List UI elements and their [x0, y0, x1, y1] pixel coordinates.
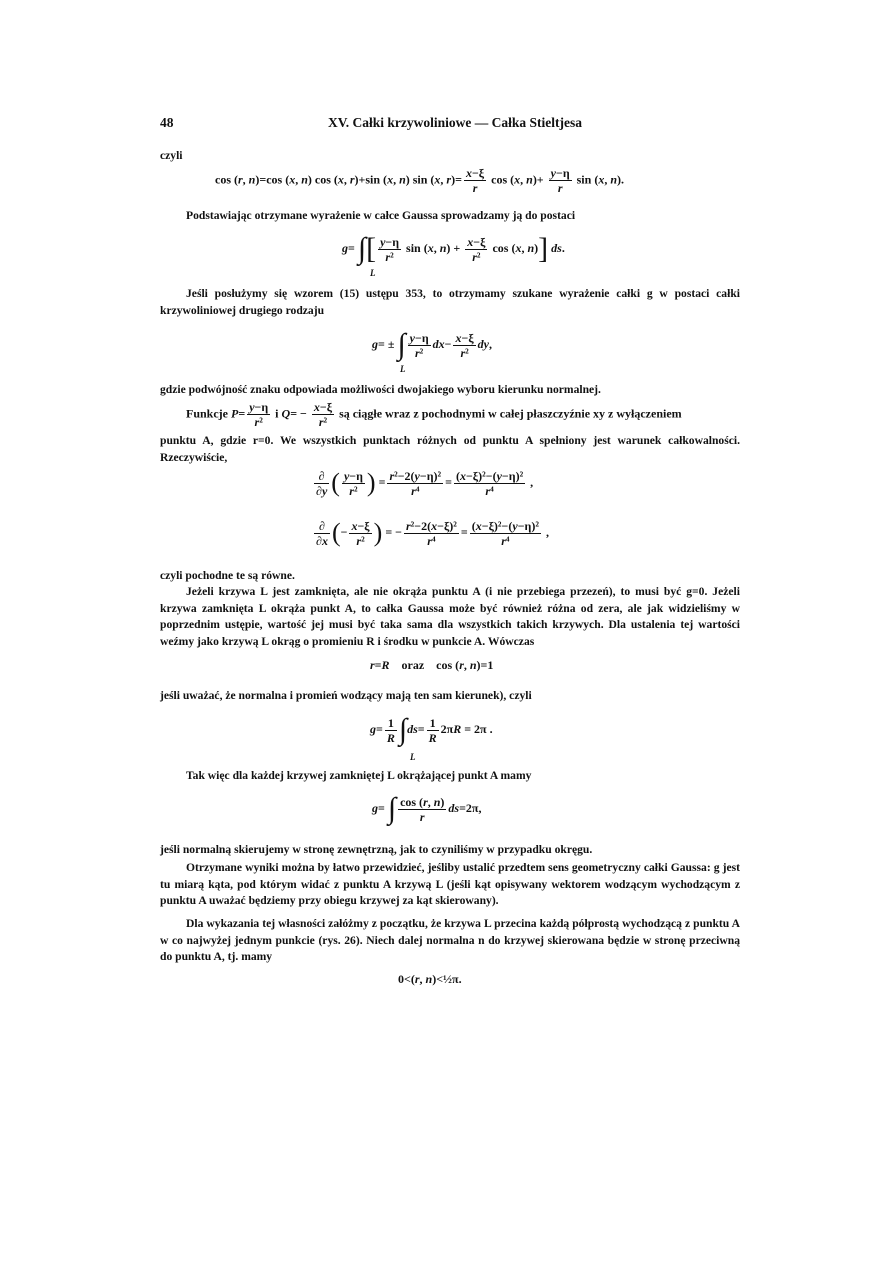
formula-functions-PQ: Funkcje P= $\frac{y-\eta}{\text{r²}}$ i Q= − $\frac{x-\xi}{\text{r²}}$ są ciągłe wraz z pochodnymi w całej płaszczyźnie xy z wyłączeniem: [186, 400, 682, 429]
paragraph-punktu: punktu A, gdzie r=0. We wszystkich punktach różnych od punktu A spełniony jest warunek całkowalności. Rzeczywiście,: [160, 434, 740, 464]
formula-partial-y: $\frac{\partial}{\partial y}$ ( $\frac{y-\eta}{\text{r²}}$ ) = $\frac{\text{r²−2(y−η)²}}{\text{r⁴}}$ = $\frac{\text{(x−ξ)²−(y−η)²}}{\text{r⁴}}$ ,: [316, 468, 534, 498]
integral-subscript-L: L: [370, 268, 376, 278]
formula-r-equals-R: r=R oraz cos (r, n)=1: [370, 658, 494, 672]
paragraph-dla-wykazania: Dla wykazania tej własności załóżmy z początku, że krzywa L przecina każdą półprostą wychodzącą z punktu A w co najwyżej jednym punkcie (rys. 26). Niech dalej normalna n do krzywej skierowana będzie w stronę przeciwną do punktu A, tj. mamy: [160, 917, 740, 963]
paragraph-gdzie: gdzie podwójność znaku odpowiada możliwości dwojakiego wyboru kierunku normalnej.: [160, 383, 601, 396]
paragraph-jezeli: Jeżeli krzywa L jest zamknięta, ale nie okrąża punktu A (i nie przebiega przezeń), to musi być g=0. Jeżeli krzywa zamknięta L okrąża punkt A, to całka Gaussa może być również różna od zera, ale jak widzieliśmy w poprzednim ustępie, wartość jej musi być taka sama dla wszystkich takich krzywych. Dla ustalenia tej wartości weźmy jako krzywą L okrąg o promieniu R i środku w punkcie A. Wówczas: [160, 585, 740, 648]
word-czyli: czyli: [160, 149, 183, 162]
formula-partial-x: $\frac{\partial}{\partial x}$ (− $\frac{x-\xi}{\text{r²}}$ ) = − $\frac{\text{r²−2(x−ξ)²}}{\text{r⁴}}$ = $\frac{\text{(x−ξ)²−(y−η)²}}{\text{r⁴}}$ ,: [316, 518, 549, 548]
paragraph-jesli-uwazac: jeśli uważać, że normalna i promień wodzący mają ten sam kierunek), czyli: [160, 689, 532, 702]
formula-circle-integral: g= $\frac{1}{R}$ ∫ds= $\frac{1}{R}$ 2πR = 2π .: [370, 713, 493, 746]
formula-gauss-integral: g= ∫[ $\frac{y-\eta}{\text{r²}}$ sin (x, n) + $\frac{x-\xi}{\text{r²}}$ cos (x, n)] ds.: [342, 232, 565, 265]
formula-closed-curve: g= ∫ $\frac{\cos (r, n)}{r}$ ds=2π,: [372, 792, 482, 825]
paragraph-czyli-pochodne: czyli pochodne te są równe.: [160, 569, 295, 582]
paragraph-jesli-normalna: jeśli normalną skierujemy w stronę zewnętrzną, jak to czyniliśmy w przypadku okręgu.: [160, 843, 593, 856]
formula-angle-bound: 0<(r, n)<½π.: [398, 972, 462, 986]
formula-cos-rn: cos (r, n)=cos (x, n) cos (x, r)+sin (x, n) sin (x, r)= $\frac{x-\xi}{r}$ cos (x, n)+ $\frac{y-\eta}{r}$ sin (x, n).: [215, 166, 625, 195]
formula-second-kind: g= ± ∫ $\frac{y-\eta}{\text{r²}}$ dx− $\frac{x-\xi}{\text{r²}}$ dy,: [372, 328, 492, 361]
paragraph-tak-wiec: Tak więc dla każdej krzywej zamkniętej L okrążającej punkt A mamy: [186, 769, 532, 782]
integral-subscript-L: L: [400, 364, 406, 374]
integral-subscript-L: L: [410, 752, 416, 762]
paragraph-jesli: Jeśli posłużymy się wzorem (15) ustępu 353, to otrzymamy szukane wyrażenie całki g w postaci całki krzywoliniowej drugiego rodzaju: [160, 287, 740, 317]
page-number: 48: [160, 115, 174, 130]
paragraph-otrzymane: Otrzymane wyniki można by łatwo przewidzieć, jeśliby ustalić przedtem sens geometryczny całki Gaussa: g jest tu miarą kąta, pod którym widać z punktu A krzywą L (jeśli kąt opisywany wektorem wodzącym wychodzącym z punktu A uważać będziemy przy obiegu krzywej za kąt skierowany).: [160, 861, 740, 907]
paragraph-podstawiajac: Podstawiając otrzymane wyrażenie w całce Gaussa sprowadzamy ją do postaci: [186, 209, 576, 222]
running-title: XV. Całki krzywoliniowe — Całka Stieltjesa: [328, 115, 583, 130]
